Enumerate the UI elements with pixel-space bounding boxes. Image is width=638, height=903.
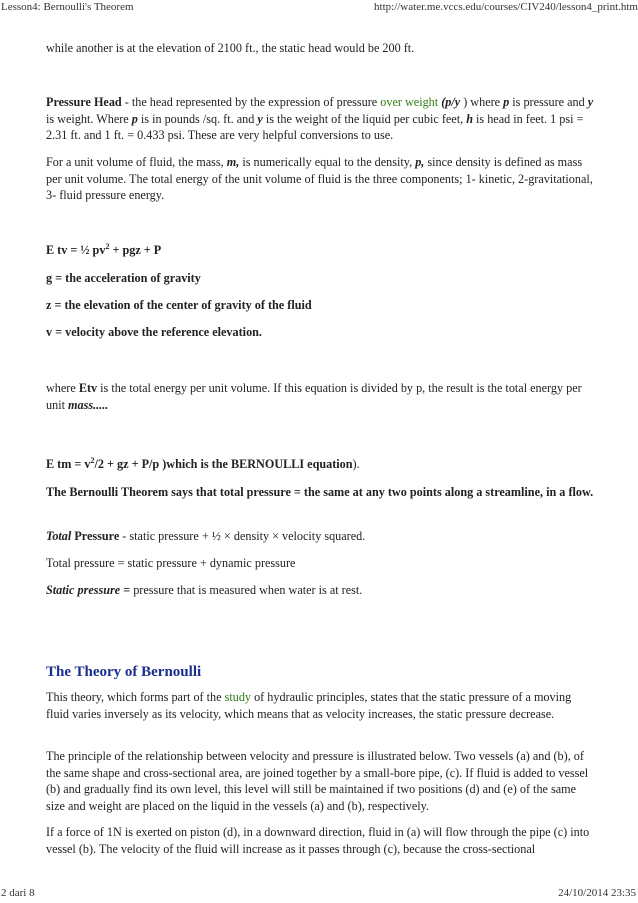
var-p: p: [503, 95, 510, 109]
paragraph-theory-intro: [46, 689, 594, 722]
expr-p-over-y: (p/y: [441, 95, 461, 109]
text-span: This theory, which forms part of the: [46, 690, 225, 704]
var-y: y: [587, 95, 594, 109]
paragraph-elevation: while another is at the elevation of 2100 ft., the static head would be 200 ft.: [46, 41, 415, 55]
paragraph-theory-piston: If a force of 1N is exerted on piston (d), in a downward direction, fluid in (a) will flow through the pipe (c) into vessel (b). The velocity of the fluid will increase as it passes through (c), because the cross-sectional: [46, 825, 590, 856]
var-p: p: [131, 111, 138, 126]
text-span: + pgz + P: [109, 243, 162, 257]
link-study[interactable]: study: [224, 690, 252, 704]
print-timestamp: 24/10/2014 23:35: [558, 887, 636, 899]
var-h: h: [466, 111, 473, 126]
paragraph-bernoulli-theorem: The Bernoulli Theorem says that total pressure = the same at any two points along a streamline, in a flow.: [46, 485, 594, 499]
page-footer: [0, 885, 638, 903]
text-span: For a unit volume of fluid, the mass,: [46, 155, 227, 169]
text-span: of hydraulic principles, states that the static pressure of a moving fluid varies inversely as its velocity, which means that as velocity increases, the static pressure decrease.: [46, 690, 572, 721]
page-number: 2 dari 8: [1, 887, 35, 899]
text-span: since density is defined as mass per unit volume. The total energy of the unit volume of fluid is the three components; 1- kinetic, 2-gravitational, 3- fluid pressure energy.: [46, 155, 593, 203]
term-pressure-head: Pressure Head: [46, 95, 122, 109]
text-span: is pressure and: [509, 95, 588, 109]
text-span: is in pounds /sq. ft. and: [137, 111, 258, 126]
term-pressure: Pressure: [71, 529, 120, 543]
text-span: where: [46, 381, 79, 395]
term-static-pressure: Static pressure: [46, 583, 121, 597]
paragraph-total-pressure: [46, 528, 594, 545]
text-span: E tm = v: [46, 457, 91, 471]
var-m: m,: [226, 155, 240, 169]
paragraph-pressure-head: [46, 94, 594, 144]
definition-z: z = the elevation of the center of gravity of the fluid: [46, 298, 312, 312]
var-y: y: [257, 111, 263, 126]
text-span: - static pressure + ½ × density × velocity squared.: [119, 529, 366, 543]
text-span: is head in feet. 1 psi = 2.31 ft. and 1 ft. = 0.433 psi. These are very helpful conversions to use.: [46, 111, 584, 143]
definition-v: v = velocity above the reference elevation.: [46, 325, 262, 339]
term-mass: mass.....: [68, 397, 109, 412]
paragraph-total-equation: Total pressure = static pressure + dynamic pressure: [46, 556, 296, 570]
page-header: [0, 0, 638, 16]
superscript: 2: [105, 242, 110, 251]
text-span: =: [120, 583, 131, 597]
equation-etv: [46, 242, 594, 259]
paragraph-where-etv: [46, 380, 594, 413]
section-heading-theory: The Theory of Bernoulli: [46, 664, 202, 680]
text-span: is the weight of the liquid per cubic feet,: [262, 111, 467, 126]
paragraph-theory-vessels: The principle of the relationship between velocity and pressure is illustrated below. Two vessels (a) and (b), of the same shape and cross-sectional area, are joined together by a small-bore pipe, (c). If fluid is added to vessel (b) and gradually find its own level, this level will still be maintained if two positions (d) and (e) of the same size and weight are placed on the liquid in the vessels (a) and (b), respectively.: [46, 749, 589, 813]
var-etv: Etv: [78, 381, 98, 395]
text-span: is the total energy per unit volume. If this equation is divided by p, the result is the total energy per unit: [46, 381, 582, 412]
var-p: p,: [415, 155, 425, 169]
text-span: pressure that is measured when water is at rest.: [130, 583, 363, 597]
term-total: Total: [46, 529, 72, 543]
equation-bernoulli: [46, 456, 594, 473]
text-span: is weight. Where: [46, 111, 132, 126]
text-span: E tv = ½ pv: [46, 243, 106, 257]
paragraph-static-pressure: [46, 582, 594, 599]
text-span: - the head represented by the expression of pressure: [121, 95, 381, 109]
paragraph-unit-volume: [46, 154, 594, 204]
link-over-weight[interactable]: over weight: [380, 95, 439, 109]
superscript: 2: [90, 456, 95, 465]
definition-g: g = the acceleration of gravity: [46, 271, 201, 285]
header-url: http://water.me.vccs.edu/courses/CIV240/lesson4_print.htm: [374, 1, 638, 13]
text-span: /2 + gz + P/p )which is the BERNOULLI equation: [94, 457, 353, 471]
text-span: ) where: [460, 95, 504, 109]
text-span: is numerically equal to the density,: [239, 155, 416, 169]
text-span: ).: [352, 457, 360, 471]
header-title: Lesson4: Bernoulli's Theorem: [1, 1, 134, 13]
